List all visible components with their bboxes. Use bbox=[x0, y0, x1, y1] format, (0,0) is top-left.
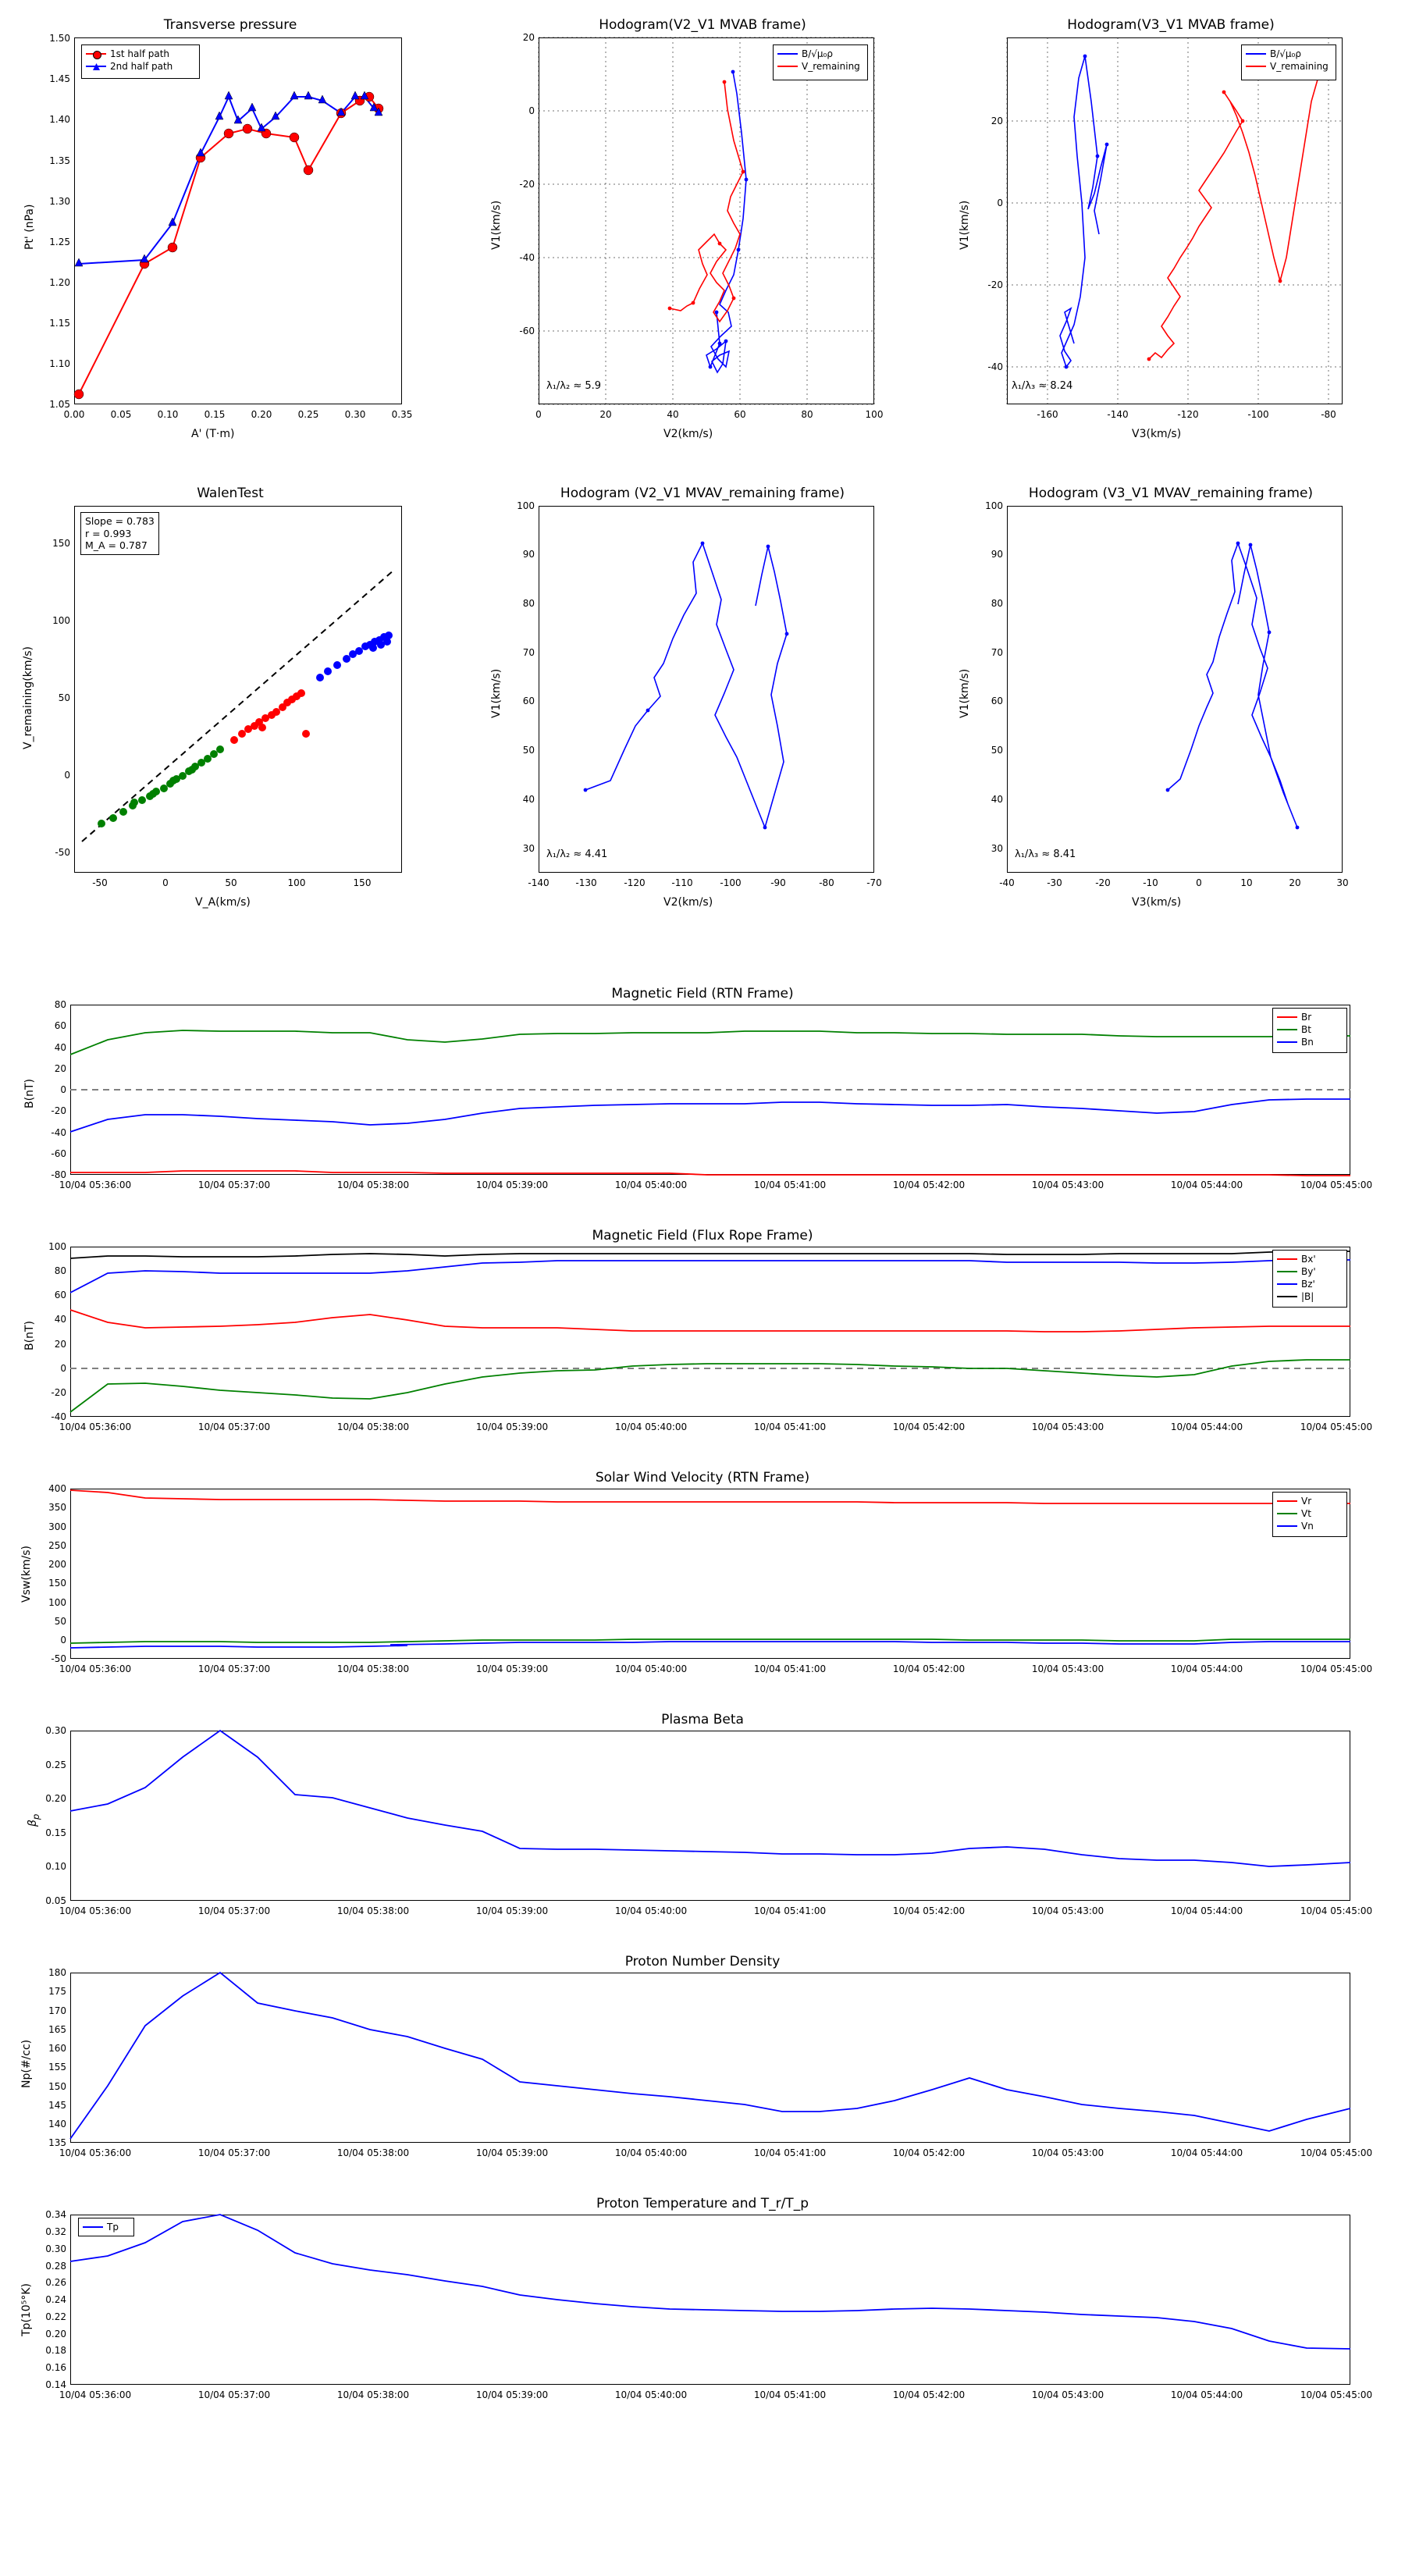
y-tick: -60 bbox=[519, 326, 535, 336]
x-tick: 10/04 05:41:00 bbox=[753, 2147, 827, 2158]
x-tick: 10/04 05:44:00 bbox=[1170, 1905, 1243, 1916]
x-tick: 10/04 05:39:00 bbox=[475, 2389, 549, 2400]
x-tick: 0 bbox=[162, 877, 169, 888]
y-tick: 60 bbox=[991, 696, 1003, 706]
y-tick: 1.10 bbox=[49, 358, 70, 369]
y-tick: -20 bbox=[987, 279, 1003, 290]
x-tick: 10/04 05:38:00 bbox=[336, 2389, 410, 2400]
legend-label: 2nd half path bbox=[110, 61, 173, 72]
y-tick: 165 bbox=[48, 2024, 66, 2035]
chart-title: Hodogram(V3_V1 MVAB frame) bbox=[1067, 17, 1275, 33]
y-tick: 400 bbox=[48, 1483, 66, 1494]
chart-title: Proton Number Density bbox=[624, 1954, 781, 1969]
y-tick: 0.05 bbox=[45, 1895, 66, 1906]
y-tick: 20 bbox=[991, 116, 1003, 126]
y-tick: 70 bbox=[991, 647, 1003, 658]
x-tick: 10/04 05:45:00 bbox=[1300, 2389, 1373, 2400]
y-tick: -50 bbox=[55, 847, 70, 858]
x-tick: 10/04 05:43:00 bbox=[1031, 2389, 1104, 2400]
y-tick: 0.32 bbox=[45, 2226, 66, 2237]
legend-tp bbox=[78, 2218, 134, 2236]
x-tick: 10/04 05:41:00 bbox=[753, 2389, 827, 2400]
y-tick: 100 bbox=[48, 1597, 66, 1608]
slope-value: Slope = 0.783 bbox=[85, 515, 155, 527]
y-tick: 80 bbox=[991, 598, 1003, 609]
y-axis-label: Np(#/cc) bbox=[20, 2039, 33, 2088]
y-tick: -40 bbox=[51, 1411, 66, 1422]
y-tick: -20 bbox=[519, 179, 535, 190]
x-tick: 10/04 05:44:00 bbox=[1170, 1421, 1243, 1432]
y-tick: 175 bbox=[48, 1986, 66, 1997]
x-tick: 10/04 05:38:00 bbox=[336, 2147, 410, 2158]
series-bt bbox=[70, 1030, 1350, 1055]
y-tick: 60 bbox=[54, 1290, 66, 1300]
y-tick: 1.20 bbox=[49, 277, 70, 288]
panel-proton-number-density bbox=[0, 1948, 1405, 2190]
y-tick: 30 bbox=[522, 843, 535, 854]
x-tick: 10/04 05:45:00 bbox=[1300, 1905, 1373, 1916]
y-tick: 30 bbox=[991, 843, 1003, 854]
x-tick: 10/04 05:37:00 bbox=[197, 1179, 271, 1190]
legend-label: Bz' bbox=[1301, 1279, 1315, 1290]
legend-label: V_remaining bbox=[1270, 61, 1329, 72]
y-tick: 250 bbox=[48, 1540, 66, 1551]
y-tick: 1.35 bbox=[49, 155, 70, 166]
x-tick: 40 bbox=[667, 409, 679, 420]
x-tick: -100 bbox=[720, 877, 742, 888]
y-tick: 0 bbox=[528, 105, 535, 116]
x-tick: 10/04 05:40:00 bbox=[614, 1905, 688, 1916]
legend-label: Bt bbox=[1301, 1024, 1311, 1035]
y-tick: 145 bbox=[48, 2100, 66, 2111]
x-tick: 10/04 05:42:00 bbox=[892, 2147, 966, 2158]
legend-hodogram-v3v1 bbox=[1241, 44, 1336, 80]
y-tick: 0.18 bbox=[45, 2345, 66, 2356]
y-axis-label: V1(km/s) bbox=[959, 668, 971, 718]
y-tick: 0 bbox=[64, 770, 70, 781]
y-tick: 0.28 bbox=[45, 2261, 66, 2272]
x-tick: -50 bbox=[92, 877, 108, 888]
y-tick: 0.26 bbox=[45, 2277, 66, 2288]
chart-title: Proton Temperature and T_r/T_p bbox=[596, 2196, 809, 2211]
y-axis-label: Vsw(km/s) bbox=[20, 1545, 33, 1603]
x-axis-label: V3(km/s) bbox=[1132, 896, 1182, 909]
y-tick: 180 bbox=[48, 1967, 66, 1978]
chart-title: Hodogram (V3_V1 MVAV_remaining frame) bbox=[1028, 486, 1314, 501]
y-tick: 140 bbox=[48, 2119, 66, 2129]
plot-lines-transverse-pressure bbox=[0, 0, 468, 445]
y-tick: 100 bbox=[985, 500, 1003, 511]
panel-solar-wind-velocity bbox=[0, 1464, 1405, 1706]
y-tick: 0.16 bbox=[45, 2362, 66, 2373]
legend-label: Bx' bbox=[1301, 1254, 1316, 1265]
legend-label: B/√μ₀ρ bbox=[1270, 48, 1301, 59]
x-tick: 10/04 05:40:00 bbox=[614, 2147, 688, 2158]
y-axis-label: $\beta_p$ bbox=[27, 1813, 41, 1827]
y-tick: 90 bbox=[991, 549, 1003, 560]
x-tick: 60 bbox=[734, 409, 746, 420]
panel-hodogram-v2v1-mvav bbox=[468, 468, 937, 913]
y-tick: 0.30 bbox=[45, 2243, 66, 2254]
x-tick: 10/04 05:36:00 bbox=[59, 1421, 132, 1432]
panel-magnetic-field-flux-rope bbox=[0, 1222, 1405, 1464]
chart-title: Hodogram (V2_V1 MVAV_remaining frame) bbox=[560, 486, 845, 501]
y-tick: 100 bbox=[48, 1241, 66, 1252]
x-tick: -160 bbox=[1037, 409, 1058, 420]
legend-label: |B| bbox=[1301, 1291, 1314, 1302]
y-tick: 80 bbox=[54, 1265, 66, 1276]
x-tick: 20 bbox=[1289, 877, 1301, 888]
x-tick: 10/04 05:40:00 bbox=[614, 2389, 688, 2400]
x-tick: 50 bbox=[225, 877, 237, 888]
legend-label: Tp bbox=[107, 2222, 119, 2233]
x-tick: 10/04 05:41:00 bbox=[753, 1663, 827, 1674]
y-tick: 0.25 bbox=[45, 1759, 66, 1770]
chart-title: Transverse pressure bbox=[163, 17, 297, 33]
x-tick: 10/04 05:45:00 bbox=[1300, 1421, 1373, 1432]
series-np bbox=[70, 1973, 1350, 2139]
x-axis-label: V3(km/s) bbox=[1132, 428, 1182, 440]
y-tick: 40 bbox=[54, 1314, 66, 1325]
y-axis-label: V1(km/s) bbox=[490, 668, 503, 718]
x-tick: 10/04 05:44:00 bbox=[1170, 2147, 1243, 2158]
x-axis-label: V2(km/s) bbox=[663, 896, 713, 909]
y-tick: 155 bbox=[48, 2062, 66, 2073]
x-tick: 0 bbox=[535, 409, 542, 420]
y-tick: 90 bbox=[522, 549, 535, 560]
y-tick: 160 bbox=[48, 2043, 66, 2054]
y-tick: 150 bbox=[48, 1578, 66, 1589]
legend-transverse-pressure bbox=[81, 44, 200, 79]
plot-lines-tp bbox=[0, 2190, 1405, 2439]
y-tick: 1.50 bbox=[49, 33, 70, 44]
y-tick: -20 bbox=[51, 1105, 66, 1116]
x-tick: 10/04 05:37:00 bbox=[197, 1663, 271, 1674]
x-tick: 10/04 05:38:00 bbox=[336, 1179, 410, 1190]
y-tick: -40 bbox=[51, 1127, 66, 1138]
x-tick: -80 bbox=[819, 877, 834, 888]
x-tick: 10/04 05:40:00 bbox=[614, 1421, 688, 1432]
chart-title: Plasma Beta bbox=[661, 1712, 744, 1727]
panel-hodogram-v3v1-mvav bbox=[937, 468, 1405, 913]
y-tick: 0.14 bbox=[45, 2379, 66, 2390]
eigenvalue-ratio-annotation: λ₁/λ₃ ≈ 8.24 bbox=[1012, 380, 1073, 392]
x-tick: 10/04 05:45:00 bbox=[1300, 1179, 1373, 1190]
y-axis-label: Pt' (nPa) bbox=[23, 204, 36, 250]
x-tick: 20 bbox=[599, 409, 612, 420]
x-tick: 10/04 05:38:00 bbox=[336, 1905, 410, 1916]
x-tick: 10/04 05:36:00 bbox=[59, 1905, 132, 1916]
legend-label: 1st half path bbox=[110, 48, 170, 59]
y-tick: 0.24 bbox=[45, 2294, 66, 2305]
eigenvalue-ratio-annotation: λ₁/λ₂ ≈ 4.41 bbox=[546, 849, 608, 860]
x-tick: 10/04 05:40:00 bbox=[614, 1663, 688, 1674]
y-tick: 100 bbox=[52, 615, 70, 626]
x-tick: 0.10 bbox=[157, 409, 179, 420]
x-tick: -10 bbox=[1143, 877, 1158, 888]
y-tick: -50 bbox=[51, 1653, 66, 1664]
x-tick: 10/04 05:39:00 bbox=[475, 2147, 549, 2158]
y-axis-label: B(nT) bbox=[23, 1079, 36, 1108]
x-tick: -90 bbox=[770, 877, 786, 888]
y-tick: 0 bbox=[997, 197, 1003, 208]
y-tick: 40 bbox=[991, 794, 1003, 805]
y-tick: 150 bbox=[48, 2081, 66, 2092]
legend-label: By' bbox=[1301, 1266, 1316, 1277]
x-tick: 100 bbox=[287, 877, 306, 888]
y-axis-label: Tp(10⁵°K) bbox=[20, 2283, 33, 2336]
y-tick: -60 bbox=[51, 1148, 66, 1159]
y-tick: 40 bbox=[54, 1042, 66, 1053]
x-tick: 0.20 bbox=[251, 409, 272, 420]
y-axis-label: V1(km/s) bbox=[959, 200, 971, 250]
series-br bbox=[70, 1171, 1350, 1176]
y-tick: 60 bbox=[54, 1020, 66, 1031]
x-tick: 10/04 05:37:00 bbox=[197, 2147, 271, 2158]
panel-walen-test bbox=[0, 468, 468, 913]
y-tick: 60 bbox=[522, 696, 535, 706]
legend-label: Br bbox=[1301, 1012, 1312, 1023]
legend-label: Vn bbox=[1301, 1521, 1314, 1532]
y-tick: 1.45 bbox=[49, 73, 70, 84]
x-tick: 10/04 05:43:00 bbox=[1031, 2147, 1104, 2158]
x-tick: -120 bbox=[1177, 409, 1199, 420]
y-tick: 350 bbox=[48, 1502, 66, 1513]
x-tick: -120 bbox=[624, 877, 646, 888]
x-axis-label: V_A(km/s) bbox=[195, 896, 251, 909]
legend-hodogram-v2v1 bbox=[773, 44, 868, 80]
y-tick: 80 bbox=[522, 598, 535, 609]
y-tick: 80 bbox=[54, 999, 66, 1010]
eigenvalue-ratio-annotation: λ₁/λ₃ ≈ 8.41 bbox=[1015, 849, 1076, 860]
y-axis-label: V1(km/s) bbox=[490, 200, 503, 250]
panel-proton-temperature bbox=[0, 2190, 1405, 2439]
x-tick: 10/04 05:39:00 bbox=[475, 1905, 549, 1916]
x-tick: 10/04 05:37:00 bbox=[197, 1905, 271, 1916]
y-tick: -80 bbox=[51, 1169, 66, 1180]
x-tick: 10/04 05:41:00 bbox=[753, 1421, 827, 1432]
x-tick: -110 bbox=[671, 877, 693, 888]
y-tick: 0.10 bbox=[45, 1861, 66, 1872]
y-tick: -20 bbox=[51, 1387, 66, 1398]
legend-bfield-fluxrope bbox=[1272, 1250, 1347, 1308]
x-tick: -140 bbox=[528, 877, 550, 888]
y-tick: 1.25 bbox=[49, 237, 70, 247]
legend-label: Vr bbox=[1301, 1496, 1312, 1507]
x-tick: 10/04 05:36:00 bbox=[59, 1663, 132, 1674]
y-tick: 170 bbox=[48, 2005, 66, 2016]
y-tick: 200 bbox=[48, 1559, 66, 1570]
chart-title: Hodogram(V2_V1 MVAB frame) bbox=[599, 17, 806, 33]
x-tick: 10/04 05:37:00 bbox=[197, 2389, 271, 2400]
y-tick: 50 bbox=[54, 1616, 66, 1627]
chart-title: Magnetic Field (RTN Frame) bbox=[611, 986, 794, 1002]
x-tick: 10/04 05:38:00 bbox=[336, 1663, 410, 1674]
series-tp bbox=[70, 2215, 1350, 2349]
chart-title: Magnetic Field (Flux Rope Frame) bbox=[592, 1228, 813, 1244]
y-tick: 300 bbox=[48, 1521, 66, 1532]
x-tick: 10/04 05:44:00 bbox=[1170, 2389, 1243, 2400]
y-axis-label: B(nT) bbox=[23, 1321, 36, 1350]
x-tick: 10/04 05:43:00 bbox=[1031, 1421, 1104, 1432]
y-tick: 100 bbox=[517, 500, 535, 511]
series-bn bbox=[70, 1099, 1350, 1132]
legend-label: Bn bbox=[1301, 1037, 1314, 1048]
legend-vsw bbox=[1272, 1492, 1347, 1537]
series-bz bbox=[70, 1260, 1350, 1293]
x-tick: 0.35 bbox=[391, 409, 413, 420]
panel-hodogram-v2v1-mvab bbox=[468, 0, 937, 445]
x-tick: 100 bbox=[865, 409, 884, 420]
x-tick: 10/04 05:39:00 bbox=[475, 1663, 549, 1674]
x-tick: 10/04 05:43:00 bbox=[1031, 1663, 1104, 1674]
series-bx bbox=[70, 1310, 1350, 1332]
y-tick: 150 bbox=[52, 538, 70, 549]
x-tick: 0.25 bbox=[297, 409, 319, 420]
y-tick: 50 bbox=[522, 745, 535, 756]
x-tick: -70 bbox=[866, 877, 882, 888]
legend-label: V_remaining bbox=[802, 61, 860, 72]
y-tick: 0 bbox=[60, 1363, 66, 1374]
legend-label: Vt bbox=[1301, 1508, 1311, 1519]
y-tick: 0.15 bbox=[45, 1827, 66, 1838]
x-tick: 10/04 05:44:00 bbox=[1170, 1663, 1243, 1674]
y-tick: 1.05 bbox=[49, 399, 70, 410]
x-tick: 0.05 bbox=[110, 409, 132, 420]
walen-stats-box bbox=[80, 512, 159, 555]
y-tick: 0.22 bbox=[45, 2311, 66, 2322]
x-tick: -20 bbox=[1095, 877, 1111, 888]
y-tick: 40 bbox=[522, 794, 535, 805]
x-tick: 10/04 05:45:00 bbox=[1300, 2147, 1373, 2158]
x-tick: 80 bbox=[801, 409, 813, 420]
series-vr bbox=[70, 1490, 1350, 1503]
x-tick: 10/04 05:36:00 bbox=[59, 2147, 132, 2158]
y-tick: 20 bbox=[54, 1063, 66, 1074]
x-tick: 10/04 05:40:00 bbox=[614, 1179, 688, 1190]
eigenvalue-ratio-annotation: λ₁/λ₂ ≈ 5.9 bbox=[546, 380, 602, 392]
y-tick: 50 bbox=[991, 745, 1003, 756]
panel-magnetic-field-rtn bbox=[0, 980, 1405, 1222]
chart-title: Solar Wind Velocity (RTN Frame) bbox=[595, 1470, 810, 1485]
plot-lines-hodogram-v2v1-mvav bbox=[468, 468, 937, 913]
x-tick: 10/04 05:36:00 bbox=[59, 1179, 132, 1190]
plot-lines-hodogram-v3v1-mvav bbox=[937, 468, 1405, 913]
x-tick: 10/04 05:37:00 bbox=[197, 1421, 271, 1432]
y-tick: 1.15 bbox=[49, 318, 70, 329]
x-tick: 10/04 05:42:00 bbox=[892, 1421, 966, 1432]
legend-bfield-rtn bbox=[1272, 1008, 1347, 1053]
x-tick: 10/04 05:41:00 bbox=[753, 1179, 827, 1190]
x-tick: 10/04 05:39:00 bbox=[475, 1179, 549, 1190]
x-tick: 10/04 05:43:00 bbox=[1031, 1179, 1104, 1190]
chart-title: WalenTest bbox=[197, 486, 264, 501]
panel-transverse-pressure bbox=[0, 0, 468, 445]
x-tick: 10/04 05:41:00 bbox=[753, 1905, 827, 1916]
y-tick: 0.34 bbox=[45, 2209, 66, 2220]
series-bmag bbox=[70, 1251, 1350, 1258]
y-tick: -40 bbox=[987, 361, 1003, 372]
x-tick: -130 bbox=[575, 877, 597, 888]
alfven-mach-value: M_A = 0.787 bbox=[85, 539, 148, 552]
x-tick: 10/04 05:44:00 bbox=[1170, 1179, 1243, 1190]
x-tick: 10/04 05:42:00 bbox=[892, 1179, 966, 1190]
x-tick: 10/04 05:36:00 bbox=[59, 2389, 132, 2400]
y-tick: 0.20 bbox=[45, 1793, 66, 1804]
x-tick: 10/04 05:42:00 bbox=[892, 1905, 966, 1916]
y-tick: -40 bbox=[519, 252, 535, 263]
y-axis-label: V_remaining(km/s) bbox=[22, 646, 34, 749]
legend-label: B/√μ₀ρ bbox=[802, 48, 833, 59]
x-tick: -40 bbox=[999, 877, 1015, 888]
y-tick: 70 bbox=[522, 647, 535, 658]
x-tick: 0.15 bbox=[204, 409, 226, 420]
series-beta bbox=[70, 1731, 1350, 1866]
x-tick: 0.00 bbox=[63, 409, 85, 420]
y-tick: 50 bbox=[58, 692, 70, 703]
x-tick: -140 bbox=[1107, 409, 1129, 420]
y-tick: 135 bbox=[48, 2137, 66, 2148]
x-tick: 30 bbox=[1336, 877, 1349, 888]
x-tick: 10/04 05:42:00 bbox=[892, 2389, 966, 2400]
x-tick: -80 bbox=[1321, 409, 1336, 420]
panel-plasma-beta bbox=[0, 1706, 1405, 1948]
x-axis-label: A' (T·m) bbox=[191, 428, 235, 440]
x-tick: -30 bbox=[1047, 877, 1062, 888]
x-tick: 0 bbox=[1196, 877, 1202, 888]
x-tick: 10 bbox=[1240, 877, 1253, 888]
plot-points-walen bbox=[0, 468, 468, 913]
x-tick: 0.30 bbox=[344, 409, 366, 420]
y-tick: 20 bbox=[54, 1339, 66, 1350]
y-tick: 0.30 bbox=[45, 1725, 66, 1736]
y-tick: 1.30 bbox=[49, 196, 70, 207]
y-tick: 0.20 bbox=[45, 2329, 66, 2339]
x-tick: 150 bbox=[353, 877, 372, 888]
y-tick: 0 bbox=[60, 1084, 66, 1095]
x-tick: 10/04 05:42:00 bbox=[892, 1663, 966, 1674]
panel-hodogram-v3v1-mvab bbox=[937, 0, 1405, 445]
x-tick: 10/04 05:45:00 bbox=[1300, 1663, 1373, 1674]
x-axis-label: V2(km/s) bbox=[663, 428, 713, 440]
y-tick: 20 bbox=[522, 32, 535, 43]
x-tick: 10/04 05:39:00 bbox=[475, 1421, 549, 1432]
x-tick: -100 bbox=[1247, 409, 1269, 420]
x-tick: 10/04 05:38:00 bbox=[336, 1421, 410, 1432]
y-tick: 1.40 bbox=[49, 114, 70, 125]
y-tick: 0 bbox=[60, 1635, 66, 1646]
x-tick: 10/04 05:43:00 bbox=[1031, 1905, 1104, 1916]
correlation-value: r = 0.993 bbox=[85, 527, 132, 539]
